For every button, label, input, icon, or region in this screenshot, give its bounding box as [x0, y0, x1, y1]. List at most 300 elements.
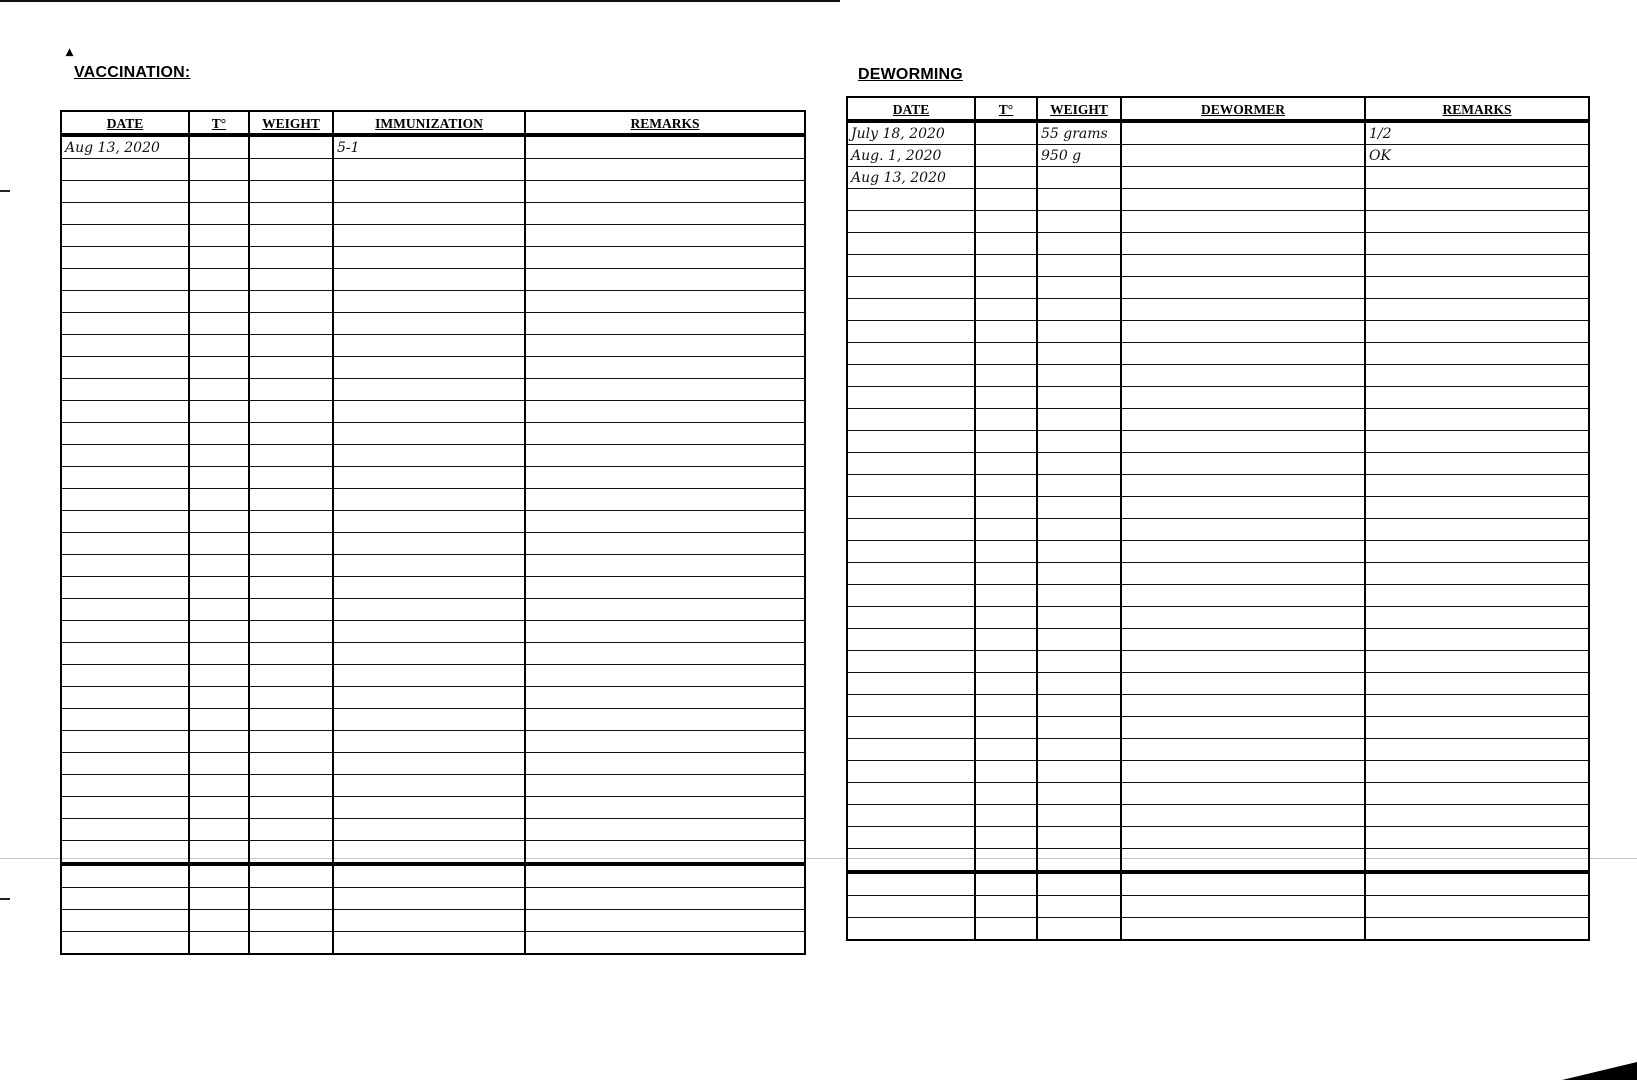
vaccination-cell-temp — [189, 621, 249, 643]
vaccination-table-body — [61, 135, 805, 954]
deworming-cell-weight — [1037, 783, 1121, 805]
deworming-cell-date — [847, 233, 975, 255]
vaccination-cell-remarks — [525, 467, 805, 489]
deworming-cell-temp — [975, 121, 1037, 145]
deworming-cell-entry — [1121, 541, 1365, 563]
deworming-col-temp: T° — [975, 97, 1037, 121]
deworming-cell-remarks — [1365, 277, 1589, 299]
vaccination-cell-temp — [189, 709, 249, 731]
vaccination-cell-weight — [249, 401, 333, 423]
deworming-cell-date — [847, 695, 975, 717]
deworming-cell-weight — [1037, 475, 1121, 497]
deworming-cell-entry — [1121, 277, 1365, 299]
vaccination-cell-entry — [333, 775, 525, 797]
vaccination-col-temp: T° — [189, 111, 249, 135]
vaccination-cell-date — [61, 379, 189, 401]
deworming-cell-entry — [1121, 497, 1365, 519]
deworming-cell-entry — [1121, 585, 1365, 607]
deworming-cell-date — [847, 277, 975, 299]
deworming-cell-date — [847, 805, 975, 827]
scan-corner-shadow — [1562, 1062, 1637, 1080]
vaccination-table — [60, 110, 806, 955]
deworming-cell-temp — [975, 872, 1037, 896]
deworming-cell-date — [847, 629, 975, 651]
deworming-cell-weight — [1037, 233, 1121, 255]
vaccination-cell-weight — [249, 621, 333, 643]
deworming-cell-weight — [1037, 629, 1121, 651]
deworming-cell-remarks — [1365, 321, 1589, 343]
vaccination-cell-temp — [189, 247, 249, 269]
deworming-cell-entry — [1121, 299, 1365, 321]
ink-mark: ▴ — [66, 45, 74, 60]
deworming-cell-entry — [1121, 717, 1365, 739]
vaccination-cell-date — [61, 203, 189, 225]
vaccination-cell-date — [61, 910, 189, 932]
vaccination-table-row — [61, 247, 805, 269]
vaccination-col-date: DATE — [61, 111, 189, 135]
deworming-cell-entry — [1121, 761, 1365, 783]
deworming-cell-entry — [1121, 673, 1365, 695]
deworming-cell-weight — [1037, 761, 1121, 783]
deworming-cell-date — [847, 607, 975, 629]
vaccination-table-row — [61, 313, 805, 335]
deworming-cell-remarks — [1365, 717, 1589, 739]
vaccination-cell-remarks — [525, 313, 805, 335]
scan-margin-mark — [0, 190, 10, 192]
deworming-cell-date — [847, 761, 975, 783]
vaccination-cell-date — [61, 247, 189, 269]
vaccination-table-row — [61, 511, 805, 533]
deworming-cell-temp — [975, 453, 1037, 475]
vaccination-table-row — [61, 335, 805, 357]
vaccination-cell-temp — [189, 357, 249, 379]
deworming-cell-temp — [975, 761, 1037, 783]
deworming-cell-temp — [975, 365, 1037, 387]
vaccination-cell-remarks — [525, 731, 805, 753]
vaccination-cell-temp — [189, 269, 249, 291]
deworming-cell-weight — [1037, 849, 1121, 873]
vaccination-cell-date — [61, 313, 189, 335]
vaccination-table-row — [61, 753, 805, 775]
vaccination-table-row — [61, 135, 805, 159]
deworming-col-date: DATE — [847, 97, 975, 121]
deworming-cell-date — [847, 497, 975, 519]
vaccination-cell-weight — [249, 910, 333, 932]
vaccination-cell-remarks — [525, 511, 805, 533]
vaccination-cell-date — [61, 888, 189, 910]
deworming-cell-weight — [1037, 255, 1121, 277]
vaccination-cell-entry — [333, 335, 525, 357]
deworming-cell-entry — [1121, 233, 1365, 255]
vaccination-cell-entry — [333, 533, 525, 555]
deworming-table-row — [847, 896, 1589, 918]
vaccination-cell-temp — [189, 335, 249, 357]
vaccination-table-row — [61, 687, 805, 709]
vaccination-table-row — [61, 932, 805, 955]
deworming-table-row — [847, 827, 1589, 849]
vaccination-cell-entry: 5-1 — [333, 135, 525, 159]
deworming-cell-weight — [1037, 519, 1121, 541]
deworming-cell-remarks — [1365, 849, 1589, 873]
deworming-table-row — [847, 189, 1589, 211]
deworming-cell-weight — [1037, 872, 1121, 896]
vaccination-cell-remarks — [525, 555, 805, 577]
deworming-cell-weight — [1037, 321, 1121, 343]
deworming-cell-remarks — [1365, 607, 1589, 629]
vaccination-cell-remarks — [525, 577, 805, 599]
deworming-table-row — [847, 607, 1589, 629]
vaccination-cell-date — [61, 621, 189, 643]
deworming-table-row — [847, 475, 1589, 497]
deworming-cell-temp — [975, 277, 1037, 299]
vaccination-table-row — [61, 797, 805, 819]
vaccination-cell-remarks — [525, 864, 805, 888]
deworming-cell-date — [847, 827, 975, 849]
deworming-table-row — [847, 673, 1589, 695]
deworming-cell-temp — [975, 343, 1037, 365]
vaccination-cell-temp — [189, 797, 249, 819]
deworming-cell-date — [847, 431, 975, 453]
vaccination-table-row — [61, 203, 805, 225]
deworming-table-row — [847, 805, 1589, 827]
deworming-cell-remarks — [1365, 563, 1589, 585]
vaccination-cell-remarks — [525, 819, 805, 841]
deworming-table-row — [847, 739, 1589, 761]
vaccination-cell-remarks — [525, 247, 805, 269]
vaccination-cell-entry — [333, 555, 525, 577]
deworming-cell-remarks — [1365, 695, 1589, 717]
deworming-table-body — [847, 121, 1589, 940]
deworming-table-row — [847, 233, 1589, 255]
vaccination-cell-entry — [333, 621, 525, 643]
vaccination-col-immunization: IMMUNIZATION — [333, 111, 525, 135]
deworming-table-row — [847, 453, 1589, 475]
deworming-table-row — [847, 563, 1589, 585]
vaccination-cell-temp — [189, 555, 249, 577]
deworming-cell-weight — [1037, 673, 1121, 695]
deworming-table-row — [847, 872, 1589, 896]
deworming-cell-remarks — [1365, 387, 1589, 409]
vaccination-cell-date — [61, 181, 189, 203]
vaccination-cell-remarks — [525, 709, 805, 731]
vaccination-cell-temp — [189, 445, 249, 467]
deworming-cell-temp — [975, 519, 1037, 541]
vaccination-cell-temp — [189, 203, 249, 225]
vaccination-cell-temp — [189, 577, 249, 599]
deworming-cell-remarks — [1365, 167, 1589, 189]
deworming-cell-weight: 55 grams — [1037, 121, 1121, 145]
vaccination-cell-date — [61, 709, 189, 731]
vaccination-cell-date — [61, 599, 189, 621]
deworming-cell-temp — [975, 739, 1037, 761]
vaccination-cell-weight — [249, 555, 333, 577]
vaccination-cell-temp — [189, 687, 249, 709]
vaccination-cell-temp — [189, 775, 249, 797]
deworming-table-row — [847, 918, 1589, 941]
deworming-cell-temp — [975, 695, 1037, 717]
deworming-table-row — [847, 849, 1589, 873]
vaccination-cell-remarks — [525, 135, 805, 159]
vaccination-cell-remarks — [525, 687, 805, 709]
deworming-cell-remarks — [1365, 211, 1589, 233]
deworming-cell-date — [847, 519, 975, 541]
vaccination-cell-entry — [333, 599, 525, 621]
vaccination-cell-weight — [249, 775, 333, 797]
deworming-cell-entry — [1121, 321, 1365, 343]
vaccination-table-row — [61, 910, 805, 932]
vaccination-cell-date — [61, 819, 189, 841]
vaccination-table-row — [61, 577, 805, 599]
vaccination-cell-weight — [249, 247, 333, 269]
deworming-table-row — [847, 277, 1589, 299]
deworming-cell-date — [847, 211, 975, 233]
deworming-col-dewormer: DEWORMER — [1121, 97, 1365, 121]
deworming-cell-date — [847, 343, 975, 365]
vaccination-cell-weight — [249, 753, 333, 775]
deworming-cell-weight — [1037, 896, 1121, 918]
scan-top-edge — [0, 0, 840, 2]
deworming-table-row — [847, 255, 1589, 277]
vaccination-cell-entry — [333, 181, 525, 203]
vaccination-cell-temp — [189, 753, 249, 775]
deworming-cell-weight — [1037, 563, 1121, 585]
deworming-cell-weight — [1037, 211, 1121, 233]
deworming-cell-remarks — [1365, 431, 1589, 453]
vaccination-cell-entry — [333, 888, 525, 910]
deworming-cell-remarks — [1365, 541, 1589, 563]
vaccination-cell-date — [61, 401, 189, 423]
vaccination-cell-temp — [189, 467, 249, 489]
vaccination-cell-weight — [249, 269, 333, 291]
vaccination-cell-remarks — [525, 159, 805, 181]
deworming-cell-temp — [975, 541, 1037, 563]
deworming-cell-entry — [1121, 167, 1365, 189]
vaccination-cell-entry — [333, 709, 525, 731]
vaccination-cell-weight — [249, 643, 333, 665]
vaccination-cell-temp — [189, 731, 249, 753]
deworming-cell-remarks — [1365, 761, 1589, 783]
deworming-table-row — [847, 365, 1589, 387]
vaccination-cell-remarks — [525, 665, 805, 687]
vaccination-cell-weight — [249, 423, 333, 445]
vaccination-cell-entry — [333, 423, 525, 445]
vaccination-cell-weight — [249, 379, 333, 401]
vaccination-cell-date — [61, 511, 189, 533]
deworming-cell-temp — [975, 585, 1037, 607]
vaccination-table-row — [61, 401, 805, 423]
deworming-cell-temp — [975, 827, 1037, 849]
deworming-cell-remarks — [1365, 475, 1589, 497]
vaccination-cell-remarks — [525, 797, 805, 819]
deworming-cell-entry — [1121, 695, 1365, 717]
vaccination-cell-remarks — [525, 181, 805, 203]
deworming-cell-entry — [1121, 827, 1365, 849]
deworming-cell-remarks — [1365, 651, 1589, 673]
deworming-table — [846, 96, 1590, 941]
vaccination-cell-remarks — [525, 643, 805, 665]
vaccination-cell-entry — [333, 841, 525, 865]
vaccination-table-row — [61, 864, 805, 888]
vaccination-cell-temp — [189, 910, 249, 932]
deworming-cell-entry — [1121, 629, 1365, 651]
deworming-cell-temp — [975, 629, 1037, 651]
deworming-cell-date — [847, 387, 975, 409]
deworming-title: DEWORMING — [858, 66, 963, 83]
vaccination-cell-date — [61, 159, 189, 181]
deworming-cell-temp — [975, 189, 1037, 211]
deworming-cell-weight — [1037, 651, 1121, 673]
vaccination-cell-weight — [249, 135, 333, 159]
vaccination-cell-remarks — [525, 841, 805, 865]
deworming-table-row — [847, 783, 1589, 805]
vaccination-cell-temp — [189, 423, 249, 445]
deworming-cell-entry — [1121, 365, 1365, 387]
vaccination-cell-temp — [189, 819, 249, 841]
vaccination-cell-weight — [249, 533, 333, 555]
deworming-cell-entry — [1121, 255, 1365, 277]
vaccination-table-row — [61, 643, 805, 665]
deworming-cell-weight — [1037, 189, 1121, 211]
deworming-cell-entry — [1121, 343, 1365, 365]
deworming-cell-date — [847, 541, 975, 563]
deworming-cell-weight — [1037, 827, 1121, 849]
vaccination-cell-date — [61, 489, 189, 511]
deworming-cell-temp — [975, 409, 1037, 431]
vaccination-cell-temp — [189, 291, 249, 313]
vaccination-header-row — [61, 111, 805, 135]
deworming-table-row — [847, 519, 1589, 541]
vaccination-cell-date — [61, 555, 189, 577]
deworming-cell-date — [847, 321, 975, 343]
vaccination-cell-date — [61, 753, 189, 775]
deworming-cell-date — [847, 255, 975, 277]
deworming-header-row — [847, 97, 1589, 121]
deworming-cell-remarks — [1365, 453, 1589, 475]
deworming-table-row — [847, 761, 1589, 783]
deworming-cell-temp — [975, 167, 1037, 189]
vaccination-cell-temp — [189, 643, 249, 665]
vaccination-cell-temp — [189, 379, 249, 401]
vaccination-cell-remarks — [525, 910, 805, 932]
vaccination-table-row — [61, 888, 805, 910]
vaccination-cell-entry — [333, 313, 525, 335]
deworming-cell-date — [847, 409, 975, 431]
deworming-cell-date — [847, 896, 975, 918]
deworming-cell-remarks — [1365, 673, 1589, 695]
deworming-table-row — [847, 497, 1589, 519]
deworming-cell-remarks — [1365, 629, 1589, 651]
vaccination-cell-weight — [249, 511, 333, 533]
deworming-cell-entry — [1121, 475, 1365, 497]
deworming-cell-temp — [975, 233, 1037, 255]
deworming-cell-weight — [1037, 497, 1121, 519]
vaccination-cell-entry — [333, 910, 525, 932]
vaccination-cell-weight — [249, 291, 333, 313]
deworming-cell-date — [847, 651, 975, 673]
vaccination-cell-temp — [189, 181, 249, 203]
deworming-cell-remarks: OK — [1365, 145, 1589, 167]
vaccination-cell-temp — [189, 401, 249, 423]
vaccination-cell-temp — [189, 511, 249, 533]
vaccination-cell-entry — [333, 577, 525, 599]
deworming-table-row — [847, 695, 1589, 717]
deworming-cell-weight — [1037, 585, 1121, 607]
vaccination-table-row — [61, 621, 805, 643]
deworming-cell-weight — [1037, 541, 1121, 563]
vaccination-cell-date — [61, 932, 189, 955]
deworming-cell-date: Aug. 1, 2020 — [847, 145, 975, 167]
deworming-cell-entry — [1121, 896, 1365, 918]
vaccination-cell-weight — [249, 797, 333, 819]
scan-margin-mark — [0, 898, 10, 900]
vaccination-cell-remarks — [525, 932, 805, 955]
vaccination-cell-entry — [333, 357, 525, 379]
deworming-cell-temp — [975, 145, 1037, 167]
vaccination-cell-remarks — [525, 445, 805, 467]
vaccination-cell-temp — [189, 313, 249, 335]
vaccination-cell-weight — [249, 335, 333, 357]
deworming-cell-remarks — [1365, 805, 1589, 827]
deworming-cell-date — [847, 783, 975, 805]
vaccination-cell-date: Aug 13, 2020 — [61, 135, 189, 159]
deworming-cell-weight: 950 g — [1037, 145, 1121, 167]
deworming-cell-weight — [1037, 805, 1121, 827]
deworming-cell-weight — [1037, 739, 1121, 761]
vaccination-cell-date — [61, 533, 189, 555]
vaccination-cell-entry — [333, 687, 525, 709]
deworming-cell-date — [847, 189, 975, 211]
vaccination-cell-date — [61, 467, 189, 489]
vaccination-table-row — [61, 269, 805, 291]
vaccination-cell-weight — [249, 687, 333, 709]
deworming-cell-remarks: 1/2 — [1365, 121, 1589, 145]
deworming-cell-remarks — [1365, 585, 1589, 607]
vaccination-cell-temp — [189, 932, 249, 955]
vaccination-table-row — [61, 159, 805, 181]
deworming-table-row — [847, 387, 1589, 409]
vaccination-cell-weight — [249, 599, 333, 621]
deworming-cell-temp — [975, 475, 1037, 497]
deworming-cell-temp — [975, 497, 1037, 519]
deworming-cell-entry — [1121, 849, 1365, 873]
deworming-cell-date — [847, 849, 975, 873]
deworming-cell-temp — [975, 563, 1037, 585]
vaccination-table-row — [61, 181, 805, 203]
vaccination-cell-date — [61, 841, 189, 865]
vaccination-cell-entry — [333, 445, 525, 467]
deworming-cell-remarks — [1365, 409, 1589, 431]
deworming-cell-remarks — [1365, 365, 1589, 387]
vaccination-table-row — [61, 423, 805, 445]
deworming-cell-weight — [1037, 695, 1121, 717]
vaccination-cell-entry — [333, 489, 525, 511]
deworming-cell-weight — [1037, 387, 1121, 409]
vaccination-cell-entry — [333, 269, 525, 291]
vaccination-cell-remarks — [525, 599, 805, 621]
deworming-cell-entry — [1121, 145, 1365, 167]
deworming-cell-entry — [1121, 211, 1365, 233]
deworming-cell-temp — [975, 321, 1037, 343]
deworming-table-row — [847, 431, 1589, 453]
vaccination-cell-remarks — [525, 401, 805, 423]
deworming-cell-remarks — [1365, 189, 1589, 211]
deworming-cell-entry — [1121, 519, 1365, 541]
vaccination-cell-remarks — [525, 335, 805, 357]
deworming-cell-entry — [1121, 453, 1365, 475]
deworming-cell-date — [847, 299, 975, 321]
deworming-cell-entry — [1121, 121, 1365, 145]
vaccination-cell-entry — [333, 511, 525, 533]
